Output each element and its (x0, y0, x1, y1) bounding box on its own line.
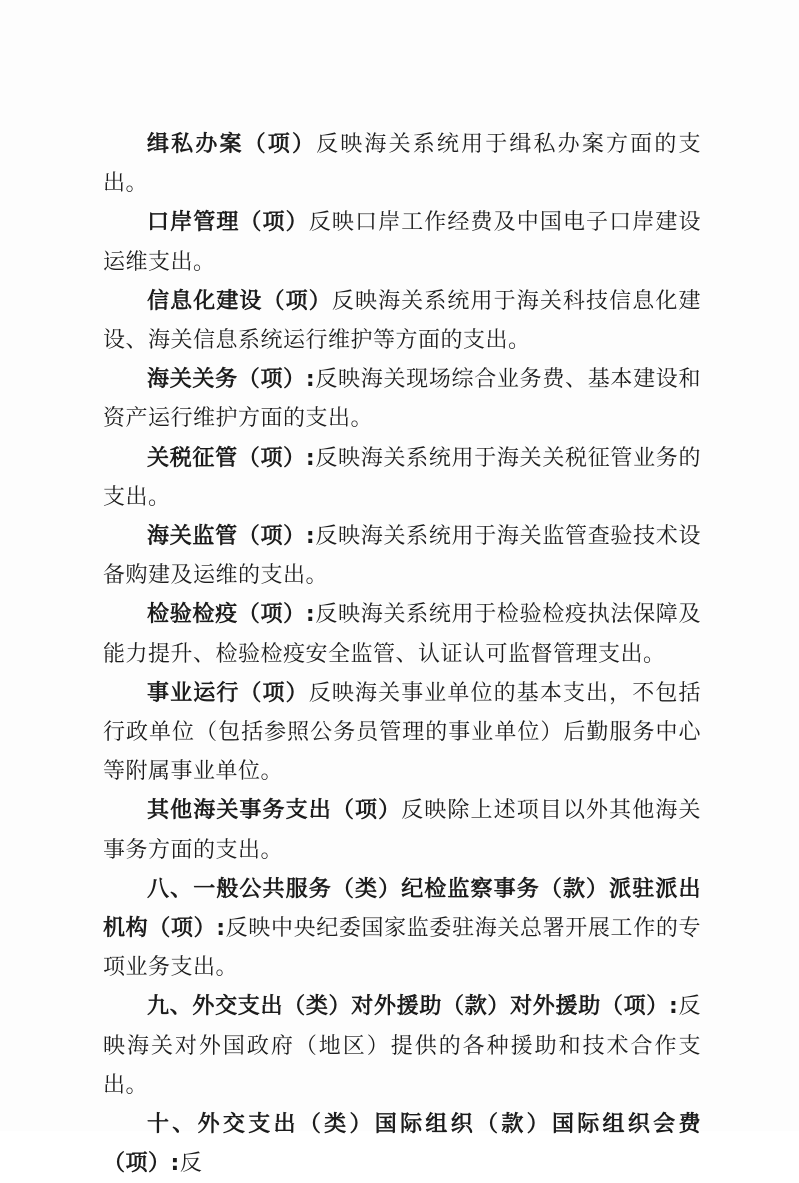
item-description: 反映口岸工作经费及中国电子口岸建设运维支出。 (103, 210, 701, 275)
paragraph (103, 1105, 701, 1183)
paragraph (103, 870, 701, 988)
paragraph (103, 987, 701, 1105)
item-heading: 海关监管（项）: (147, 524, 316, 550)
item-heading: 十、外交支出（类）国际组织（款）国际组织会费（项）: (103, 1112, 701, 1177)
item-heading: 九、外交支出（类）对外援助（款）对外援助（项）: (147, 994, 679, 1020)
item-heading: 口岸管理（项） (147, 210, 309, 236)
item-description: 反映海关对外国政府（地区）提供的各种援助和技术合作支出。 (103, 994, 701, 1098)
item-heading: 关税征管（项）: (147, 445, 316, 471)
paragraph (103, 517, 701, 595)
paragraph (103, 282, 701, 360)
item-description: 反映海关系统用于海关科技信息化建设、海关信息系统运行维护等方面的支出。 (103, 288, 701, 354)
item-description: 反映海关系统用于海关关税征管业务的支出。 (103, 445, 701, 510)
item-description: 反映海关现场综合业务费、基本建设和资产运行维护方面的支出。 (103, 367, 701, 432)
item-heading: 缉私办案（项） (147, 132, 317, 157)
item-heading: 事业运行（项） (147, 680, 309, 706)
item-description: 反映海关系统用于海关监管查验技术设备购建及运维的支出。 (103, 524, 701, 589)
paragraph (103, 791, 701, 869)
document-body (103, 125, 701, 1183)
item-heading: 检验检疫（项）: (147, 602, 316, 628)
item-description: 反映海关系统用于检验检疫执法保障及能力提升、检验检疫安全监管、认证认可监督管理支出。 (103, 602, 701, 667)
item-description: 反映海关事业单位的基本支出，不包括行政单位（包括参照公务员管理的事业单位）后勤服务中心等附属事业单位。 (103, 680, 701, 785)
item-description: 反映除上述项目以外其他海关事务方面的支出。 (103, 798, 701, 863)
item-heading: 八、一般公共服务（类）纪检监察事务（款）派驻派出机构（项）: (103, 876, 701, 942)
item-description: 反 (179, 1151, 203, 1177)
paragraph (103, 674, 701, 792)
paragraph (103, 203, 701, 281)
paragraph (103, 595, 701, 673)
item-heading: 其他海关事务支出（项） (147, 798, 402, 824)
item-heading: 信息化建设（项） (147, 288, 332, 314)
paragraph (103, 360, 701, 438)
item-description: 反映海关系统用于缉私办案方面的支出。 (103, 132, 701, 197)
paragraph (103, 439, 701, 517)
item-heading: 海关关务（项）: (147, 367, 316, 393)
paragraph (103, 125, 701, 203)
item-description: 反映中央纪委国家监委驻海关总署开展工作的专项业务支出。 (103, 916, 701, 981)
